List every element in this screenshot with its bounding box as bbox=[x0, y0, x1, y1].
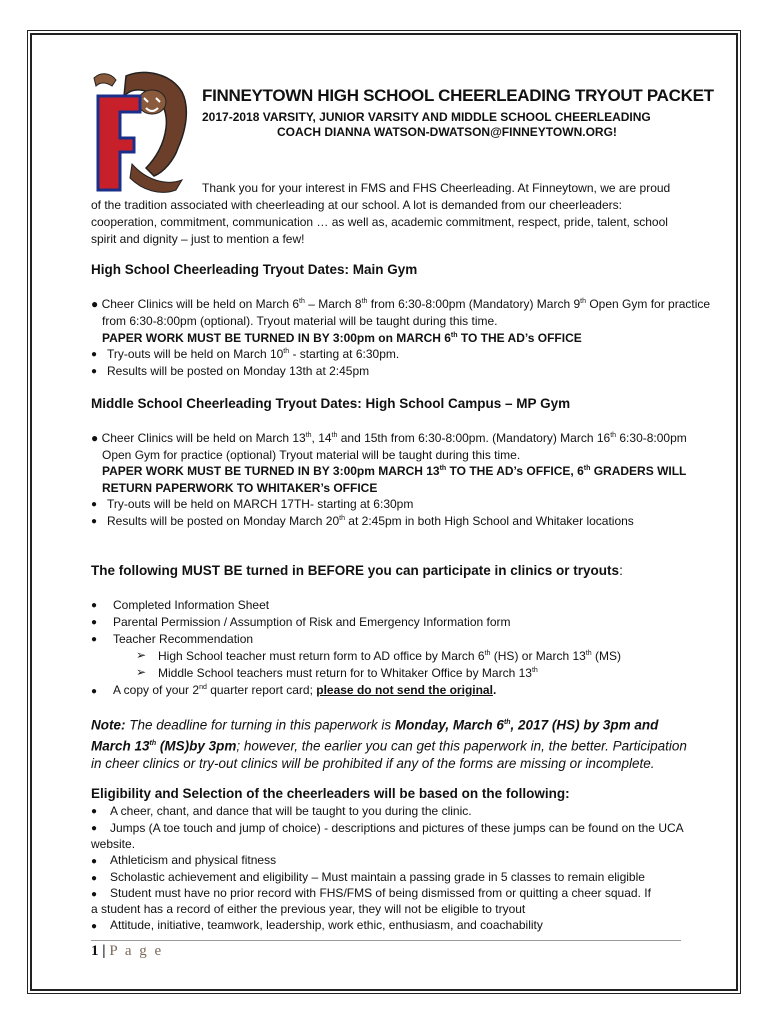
hs-paperwork-deadline: PAPER WORK MUST BE TURNED IN BY 3:00pm on MARCH 6th TO THE AD’s OFFICE bbox=[102, 331, 582, 345]
bullet-icon: ● bbox=[91, 856, 98, 867]
bullet-icon: ● bbox=[91, 634, 98, 645]
page-label: P a g e bbox=[109, 943, 164, 959]
deadline-note: Note: The deadline for turning in this paperwork is Monday, March 6th, 2017 (HS) by 3pm and March 13th (MS)by 3pm; however, the earlier you can get this paperwork in, the better. Participation in cheer clinics or try-out clinics will be prohibited if any of the forms are missing or incomplete. bbox=[91, 717, 687, 771]
ms-paperwork-deadline: PAPER WORK MUST BE TURNED IN BY 3:00pm MARCH 13th TO THE AD’s OFFICE, 6th GRADERS WILL bbox=[102, 464, 687, 478]
bullet-icon: ● bbox=[91, 686, 98, 697]
requirements-heading: The following MUST BE turned in BEFORE you can participate in clinics or tryouts: bbox=[91, 563, 623, 578]
bullet-icon: ● bbox=[91, 823, 98, 834]
intro-paragraph: Thank you for your interest in FMS and FHS Cheerleading. At Finneytown, we are proud of the tradition associated with cheerleading at our school. A lot is demanded from our cheerleaders: cooperation, commitment, communication … as well as, academic commitment, respect, pride, talent, school spirit and dignity – just to mention a few! bbox=[91, 181, 671, 246]
elig-athleticism: Athleticism and physical fitness bbox=[110, 853, 277, 867]
bullet-icon: ● bbox=[91, 921, 98, 932]
elig-prior-record: Student must have no prior record with FHS/FMS of being dismissed from or quitting a cheer squad. If bbox=[110, 886, 651, 900]
bullet-icon: ● bbox=[91, 889, 98, 900]
bullet-icon: ● bbox=[91, 806, 98, 817]
elig-attitude: Attitude, initiative, teamwork, leadership, work ethic, enthusiasm, and coachability bbox=[110, 918, 543, 932]
ms-results: Results will be posted on Monday March 20th at 2:45pm in both High School and Whitaker locations bbox=[107, 514, 634, 528]
bullet-icon: ● bbox=[91, 431, 102, 445]
bullet-icon: ● bbox=[91, 349, 98, 360]
hs-clinic-line2: from 6:30-8:00pm (optional). Tryout material will be taught during this time. bbox=[102, 314, 498, 328]
req-ms-teacher: Middle School teachers must return for to Whitaker Office by March 13th bbox=[158, 666, 538, 680]
ms-paperwork-line2: RETURN PAPERWORK TO WHITAKER’s OFFICE bbox=[102, 481, 378, 495]
elig-scholastic: Scholastic achievement and eligibility – Must maintain a passing grade in 5 classes to remain eligible bbox=[110, 870, 645, 884]
bullet-icon: ● bbox=[91, 873, 98, 884]
bullet-icon: ● bbox=[91, 297, 102, 311]
hs-heading: High School Cheerleading Tryout Dates: Main Gym bbox=[91, 262, 418, 277]
elig-prior-record-cont: a student has a record of either the previous year, they will not be eligible to tryout bbox=[91, 902, 526, 916]
logo-letter: F bbox=[108, 128, 109, 129]
page-footer: 1 | P a g e bbox=[91, 943, 164, 959]
arrow-bullet-icon: ➢ bbox=[136, 665, 147, 679]
document-subtitle: 2017-2018 VARSITY, JUNIOR VARSITY AND MIDDLE SCHOOL CHEERLEADING bbox=[202, 110, 651, 124]
bullet-icon: ● bbox=[91, 600, 98, 611]
document-title: FINNEYTOWN HIGH SCHOOL CHEERLEADING TRYOUT PACKET bbox=[202, 86, 714, 105]
coach-contact: COACH DIANNA WATSON-DWATSON@FINNEYTOWN.ORG! bbox=[277, 125, 617, 139]
arrow-bullet-icon: ➢ bbox=[136, 648, 147, 662]
wildcat-f-logo bbox=[86, 68, 194, 198]
req-teacher-recommendation: Teacher Recommendation bbox=[113, 632, 254, 646]
eligibility-heading: Eligibility and Selection of the cheerleaders will be based on the following: bbox=[91, 786, 570, 801]
req-info-sheet: Completed Information Sheet bbox=[113, 598, 270, 612]
hs-results: Results will be posted on Monday 13th at 2:45pm bbox=[107, 364, 370, 378]
elig-jumps-cont: website. bbox=[91, 837, 136, 851]
bullet-icon: ● bbox=[91, 366, 98, 377]
bullet-icon: ● bbox=[91, 617, 98, 628]
bullet-icon: ● bbox=[91, 516, 98, 527]
ms-clinic-line: ● Cheer Clinics will be held on March 13th, 14th and 15th from 6:30-8:00pm. (Mandatory) March 16th 6:30-8:00pm bbox=[91, 431, 687, 445]
elig-cheer-chant: A cheer, chant, and dance that will be taught to you during the clinic. bbox=[110, 804, 472, 818]
hs-tryouts: Try-outs will be held on March 10th - starting at 6:30pm. bbox=[107, 347, 400, 361]
ms-tryouts: Try-outs will be held on MARCH 17TH- starting at 6:30pm bbox=[107, 497, 414, 511]
req-permission-form: Parental Permission / Assumption of Risk and Emergency Information form bbox=[113, 615, 511, 629]
req-report-card: A copy of your 2nd quarter report card; please do not send the original. bbox=[113, 683, 497, 697]
hs-clinic-line: ● Cheer Clinics will be held on March 6th – March 8th from 6:30-8:00pm (Mandatory) March 9th Open Gym for practice bbox=[91, 297, 711, 311]
page-number: 1 bbox=[91, 943, 99, 959]
footer-divider bbox=[91, 940, 681, 941]
ms-clinic-line2: Open Gym for practice (optional) Tryout material will be taught during this time. bbox=[102, 448, 521, 462]
ms-heading: Middle School Cheerleading Tryout Dates: High School Campus – MP Gym bbox=[91, 396, 571, 411]
req-hs-teacher: High School teacher must return form to AD office by March 6th (HS) or March 13th (MS) bbox=[158, 649, 621, 663]
bullet-icon: ● bbox=[91, 499, 98, 510]
elig-jumps: Jumps (A toe touch and jump of choice) - descriptions and pictures of these jumps can be found on the UCA bbox=[110, 821, 684, 835]
